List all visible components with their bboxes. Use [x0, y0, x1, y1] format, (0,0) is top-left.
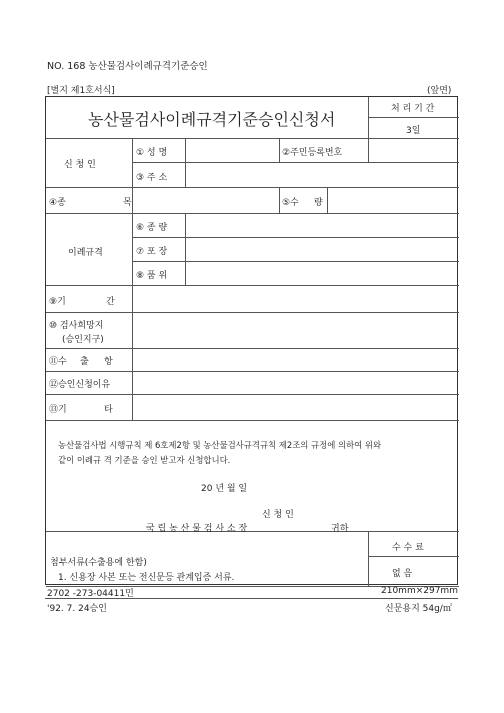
address-field[interactable]: [186, 163, 458, 186]
item-label: ④종: [49, 198, 66, 208]
inspection-place-sub: (승인지구): [62, 335, 104, 345]
application-form: [45, 96, 458, 585]
grade-field[interactable]: [186, 262, 458, 284]
packaging-field[interactable]: [186, 238, 458, 260]
export-port-field[interactable]: [133, 349, 458, 370]
grade-label: ⑧ 품 위: [136, 271, 168, 281]
processing-period-value: 3일: [406, 126, 421, 136]
other-field[interactable]: [133, 395, 458, 419]
statement-line-2: 같이 이례규 격 기준을 승인 받고자 신청합니다.: [58, 455, 231, 465]
name-field[interactable]: [186, 139, 278, 161]
kind-label: ⑥ 종 량: [136, 223, 168, 233]
fee-value: 없 음: [392, 569, 413, 579]
address-label: ③ 주 소: [136, 173, 168, 183]
signature-label: 신 청 인: [262, 510, 294, 520]
quantity-label-suffix: 량: [314, 198, 323, 208]
form-reference: [별지 제1호서식]: [47, 86, 115, 96]
addressee-suffix: 귀하: [331, 524, 349, 534]
rrn-field[interactable]: [369, 139, 458, 161]
fee-label: 수 수 료: [392, 543, 424, 553]
applicant-label: 신 청 인: [64, 160, 96, 170]
attachment-item: 1. 신용장 사본 또는 전신문등 관계입증 서류.: [58, 573, 235, 583]
form-code: 2702 -273-04411민: [47, 589, 134, 599]
inspection-place-label: ⑩ 검사희망지: [49, 321, 104, 331]
approval-reason-field[interactable]: [133, 372, 458, 393]
document-number: NO. 168 농산물검사이례규격기준승인: [47, 61, 208, 72]
page-side: (앞면): [427, 86, 452, 96]
export-port-label: ⑪수: [49, 357, 67, 367]
paper-type: 신문용지 54g/㎡: [385, 604, 452, 614]
term-label: ⑨기: [49, 297, 66, 307]
packaging-label: ⑦ 포 장: [136, 247, 168, 257]
item-label-suffix: 목: [123, 198, 132, 208]
approval-date: '92. 7. 24승인: [47, 604, 107, 614]
export-port-label-end: 항: [104, 357, 113, 367]
paper-size: 210mm×297mm: [381, 586, 458, 596]
approval-reason-label: ⑫승인신청이유: [49, 380, 111, 390]
term-label-suffix: 간: [106, 297, 115, 307]
item-field[interactable]: [133, 188, 278, 212]
kind-field[interactable]: [186, 214, 458, 236]
exception-spec-label: 이례규격: [68, 248, 103, 258]
term-field[interactable]: [133, 286, 458, 311]
name-label: ① 성 명: [136, 148, 168, 158]
other-label-suffix: 타: [104, 405, 113, 415]
addressee: 국 립 농 산 물 검 사 소 장: [146, 524, 248, 534]
form-title: 농산물검사이례규격기준승인신청서: [88, 110, 336, 129]
other-label: ⑬기: [49, 405, 67, 415]
export-port-label-mid: 출: [80, 357, 89, 367]
quantity-field[interactable]: [328, 188, 458, 212]
date-line: 20 년 월 일: [201, 484, 248, 494]
quantity-label: ⑤수: [282, 198, 299, 208]
rrn-label: ②주민등록번호: [282, 148, 343, 158]
statement-line-1: 농산물검사법 시행규칙 제 6호제2항 및 농산물검사규격규칙 제2조의 규정에 의하여 위와: [58, 440, 382, 450]
processing-period-label: 처 리 기 간: [391, 104, 435, 114]
inspection-place-field[interactable]: [133, 313, 458, 347]
attachments-title: 첨부서류(수출용에 한함): [50, 558, 147, 568]
